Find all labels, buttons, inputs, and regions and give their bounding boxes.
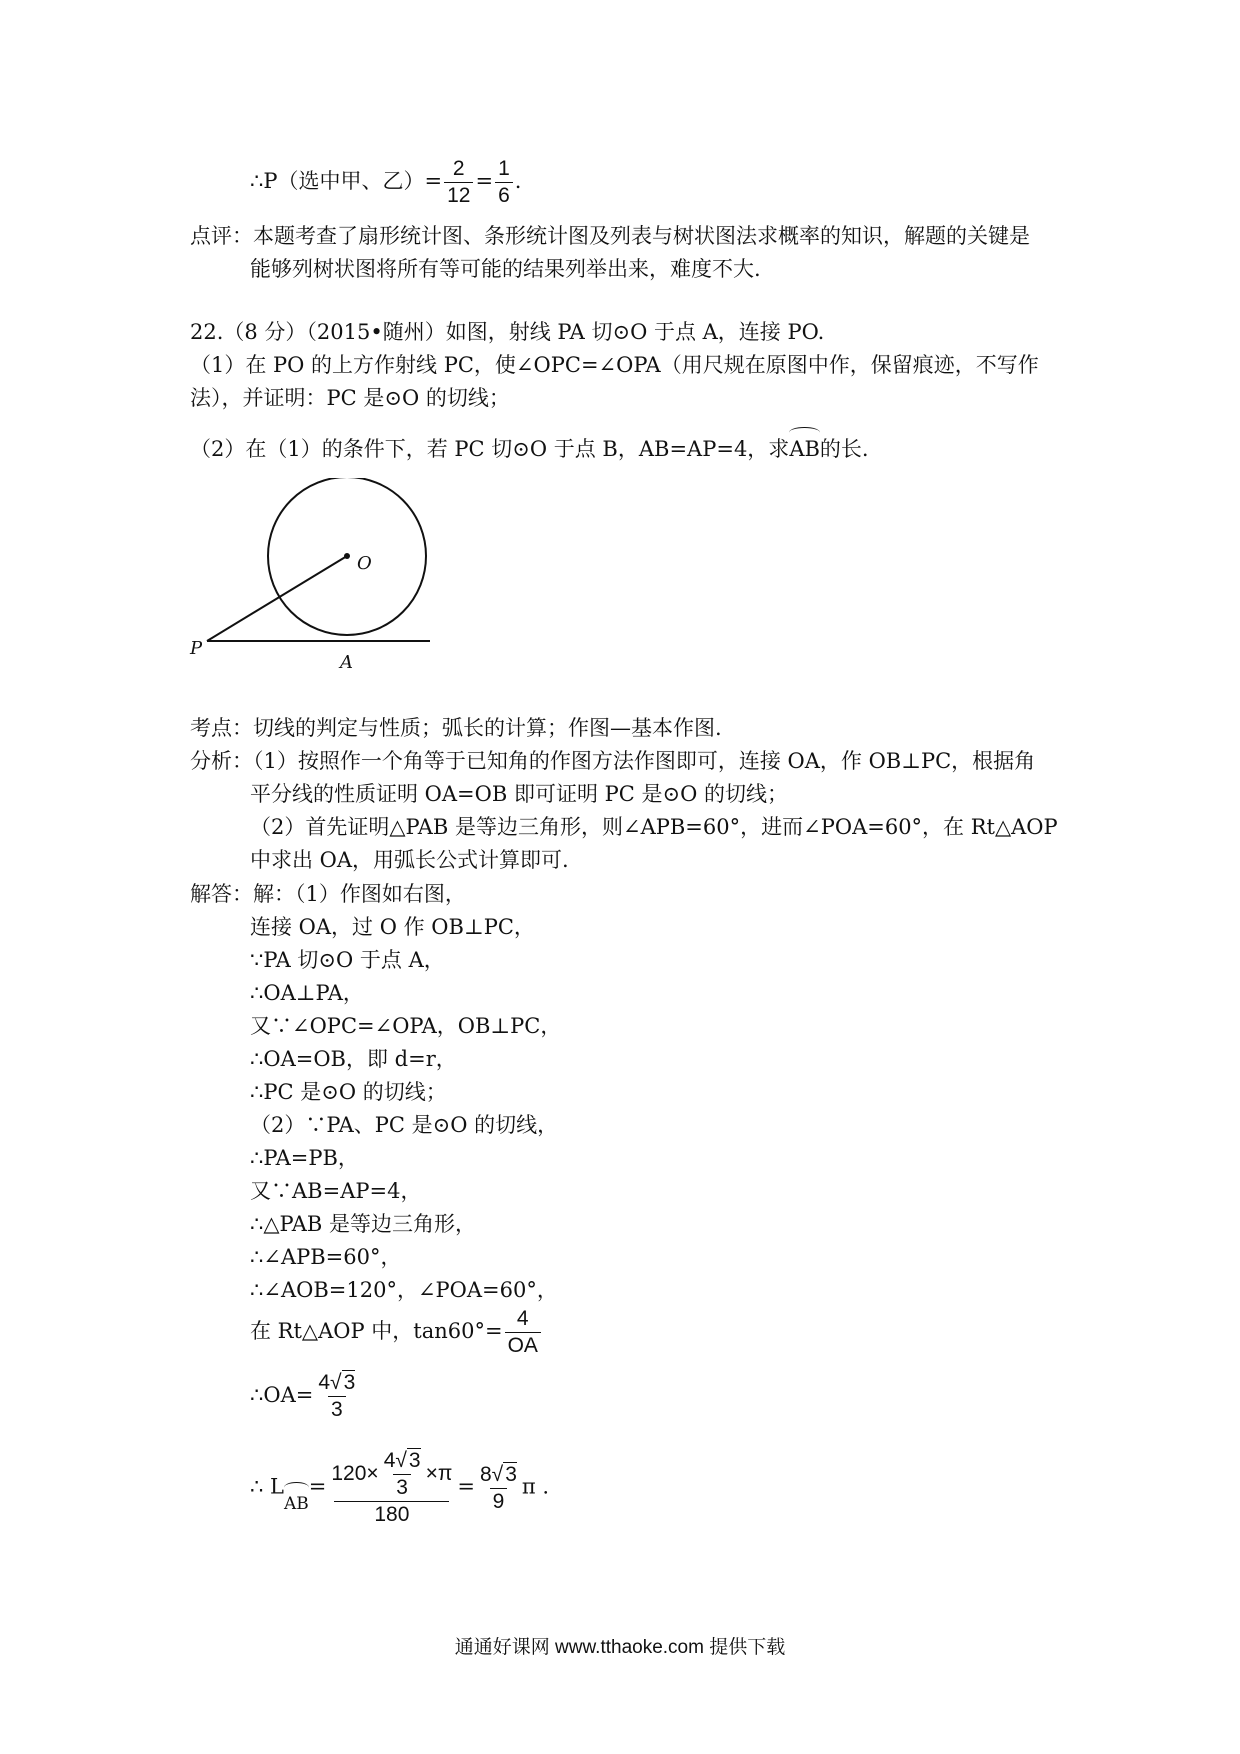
coef: 8 (479, 1462, 492, 1486)
solution-line-11: ∴△PAB 是等边三角形， (250, 1212, 476, 1236)
question-part1-line1: （1）在 PO 的上方作射线 PC，使∠OPC=∠OPA（用尺规在原图中作，保留痕迹，不写作 (190, 353, 1039, 377)
equals-sign: = (475, 169, 494, 193)
equals-sign: = (308, 1474, 327, 1499)
footer-watermark: 通通好课网 www.tthaoke.com 提供下载 (454, 1637, 786, 1658)
frac-num: 4 (516, 1307, 529, 1330)
solution-line-14 (250, 1306, 543, 1359)
tan60-prefix: 在 Rt△AOP 中，tan60°= (250, 1319, 503, 1343)
frac-den: 3 (328, 1396, 346, 1423)
frac-num (328, 1448, 455, 1501)
solution-line-3: ∵PA 切⊙O 于点 A， (250, 948, 445, 972)
solution-line-7: ∴PC 是⊙O 的切线； (250, 1080, 447, 1104)
fenxi-line-1: 分析：（1）按照作一个角等于已知角的作图方法作图即可，连接 OA，作 OB⊥PC，根据角 (190, 749, 1036, 773)
solution-line-1: 解答：解：（1）作图如右图， (190, 882, 466, 906)
question-part2-prefix: （2）在（1）的条件下，若 PC 切⊙O 于点 B，AB=AP=4，求 (190, 437, 790, 461)
solution-line-10: 又∵AB=AP=4， (250, 1179, 422, 1203)
question-part2-suffix: 的长. (819, 437, 869, 461)
solution-line-12: ∴∠APB=60°， (250, 1245, 402, 1269)
comment-line-2: 能够列树状图将所有等可能的结果列举出来，难度不大. (250, 257, 761, 281)
num-part-a: 120× (331, 1462, 379, 1486)
question-part2 (190, 435, 869, 463)
pi-end: π . (521, 1474, 550, 1499)
fraction-4-oa (505, 1306, 541, 1359)
label-o: O (357, 553, 372, 574)
label-p: P (190, 638, 203, 659)
frac-den: OA (505, 1332, 541, 1359)
solution-line-15 (250, 1370, 360, 1423)
kaodian-line: 考点：切线的判定与性质；弧长的计算；作图—基本作图. (190, 716, 722, 740)
probability-prefix: ∴P（选中甲、乙）= (250, 169, 443, 193)
fraction-4sqrt3-3 (315, 1370, 358, 1423)
solution-line-4: ∴OA⊥PA， (250, 981, 364, 1005)
arc-length-fraction (328, 1448, 455, 1528)
solution-line-13: ∴∠AOB=120°，∠POA=60°， (250, 1278, 558, 1302)
frac-den: 12 (444, 182, 473, 209)
coef: 4 (318, 1371, 331, 1394)
fraction-2-12 (444, 156, 473, 209)
solution-line-16 (250, 1448, 549, 1528)
solution-line-5: 又∵∠OPC=∠OPA，OB⊥PC， (250, 1014, 562, 1038)
arc-ab-symbol: AB (789, 437, 820, 461)
frac-den: 9 (490, 1488, 508, 1515)
inner-fraction (381, 1448, 424, 1501)
frac-num: 4√3 (318, 1371, 356, 1394)
arc-length-prefix: ∴ L (250, 1474, 284, 1499)
comment-line-1: 点评：本题考查了扇形统计图、条形统计图及列表与树状图法求概率的知识，解题的关键是 (190, 224, 1030, 248)
fraction-8sqrt3-9 (477, 1462, 520, 1515)
frac-num: 2 (452, 157, 465, 180)
probability-line (250, 156, 521, 209)
solution-line-8: （2）∵PA、PC 是⊙O 的切线， (250, 1113, 559, 1137)
sqrt-radicand: 3 (505, 1462, 517, 1486)
sqrt-radicand: 3 (343, 1371, 356, 1394)
oa-prefix: ∴OA= (250, 1383, 314, 1407)
solution-line-6: ∴OA=OB，即 d=r， (250, 1047, 457, 1071)
num-part-b: ×π (425, 1462, 453, 1486)
fenxi-line-3: （2）首先证明△PAB 是等边三角形，则∠APB=60°，进而∠POA=60°，在 Rt△AOP (250, 815, 1058, 839)
period: . (514, 169, 522, 193)
question-part1-line2: 法），并证明：PC 是⊙O 的切线； (190, 386, 510, 410)
sqrt-radicand: 3 (408, 1449, 421, 1472)
frac-den: 6 (495, 182, 513, 209)
frac-den: 180 (334, 1501, 449, 1528)
equals-sign: = (457, 1474, 475, 1499)
arc-ab-subscript: AB (284, 1490, 309, 1518)
circle-tangent-figure (185, 478, 445, 678)
frac-den: 3 (393, 1474, 411, 1501)
question-title: 22.（8 分）（2015•随州）如图，射线 PA 切⊙O 于点 A，连接 PO. (190, 320, 825, 344)
frac-num: 1 (498, 157, 510, 180)
label-a: A (340, 652, 353, 673)
fenxi-line-2: 平分线的性质证明 OA=OB 即可证明 PC 是⊙O 的切线； (250, 782, 789, 806)
solution-line-9: ∴PA=PB， (250, 1146, 359, 1170)
segment-po (207, 556, 347, 641)
solution-line-2: 连接 OA，过 O 作 OB⊥PC， (250, 915, 535, 939)
coef: 4 (383, 1449, 396, 1472)
fenxi-line-4: 中求出 OA，用弧长公式计算即可. (250, 848, 569, 872)
frac-num: 4√3 (383, 1449, 421, 1472)
fraction-1-6 (495, 156, 513, 209)
frac-num: 8√3 (479, 1462, 517, 1486)
